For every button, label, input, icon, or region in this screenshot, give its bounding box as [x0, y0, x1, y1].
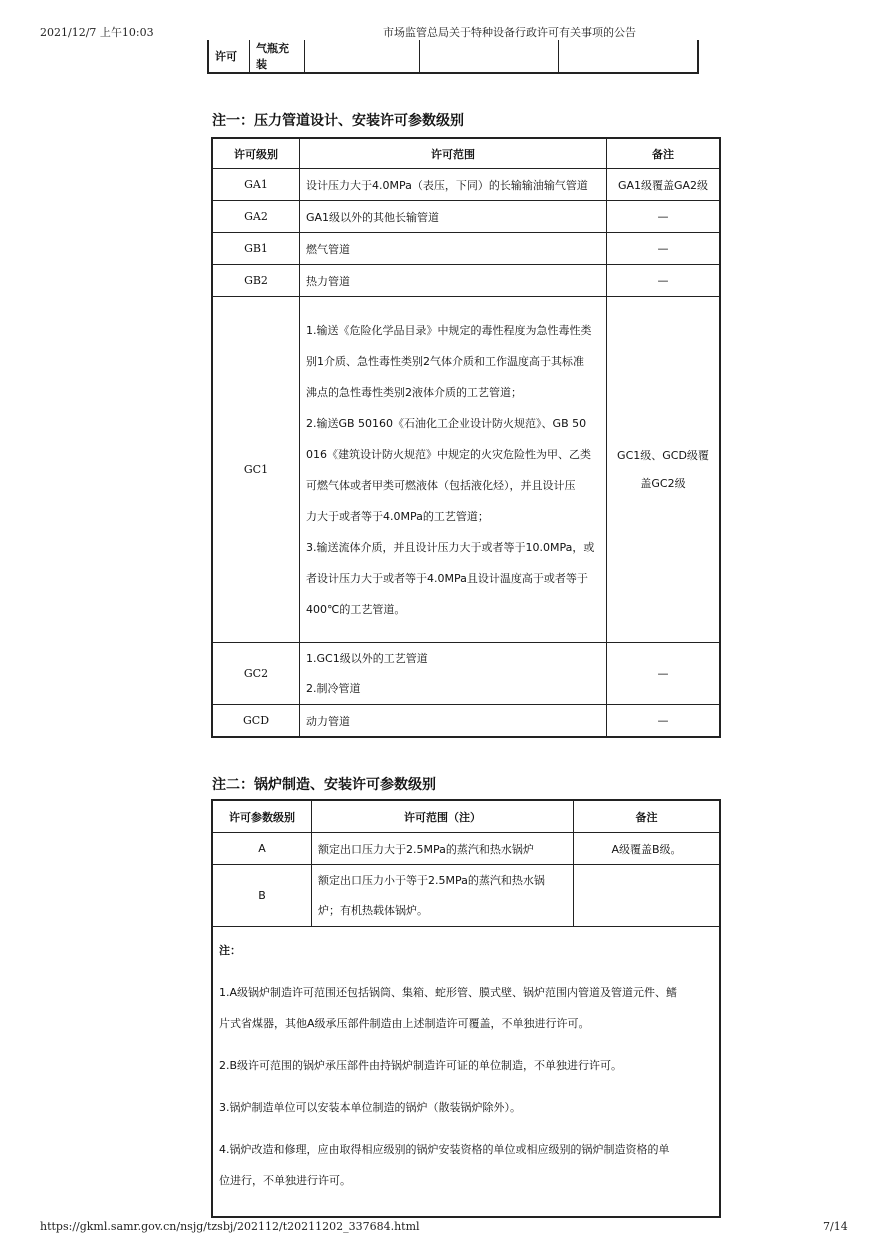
header-scope: 许可范围 — [300, 139, 607, 169]
scope-cell: GA1级以外的其他长输管道 — [300, 201, 607, 233]
table-row — [213, 169, 720, 201]
header-note: 备注 — [574, 801, 720, 833]
level-cell: GB2 — [213, 265, 300, 297]
pressure-piping-table — [212, 138, 720, 737]
table-cell: 许可 — [208, 40, 250, 73]
table-cell — [305, 40, 420, 73]
notes-row — [213, 927, 720, 1217]
note-cell: — — [607, 643, 720, 705]
scope-cell-b — [312, 865, 574, 927]
header-note: 备注 — [607, 139, 720, 169]
scope-line: 1.输送《危险化学品目录》中规定的毒性程度为急性毒性类 — [306, 323, 592, 337]
note-text: 片式省煤器，其他A级承压部件制造由上述制造许可覆盖，不单独进行许可。 — [219, 1017, 590, 1030]
header-level: 许可参数级别 — [213, 801, 312, 833]
scope-line: 者设计压力大于或者等于4.0MPa且设计温度高于或者等于 — [306, 571, 588, 585]
scope-line: 016《建筑设计防火规范》中规定的火灾危险性为甲、乙类 — [306, 447, 591, 461]
note-cell: A级覆盖B级。 — [574, 833, 720, 865]
scope-line: 别1介质、急性毒性类别2气体介质和工作温度高于其标准 — [306, 354, 584, 368]
scope-line: 2.输送GB 50160《石油化工企业设计防火规范》、GB 50 — [306, 416, 587, 430]
scope-line: 可燃气体或者甲类可燃液体（包括液化烃），并且设计压 — [306, 478, 576, 492]
level-cell: GC1 — [213, 297, 300, 643]
level-cell: GC2 — [213, 643, 300, 705]
level-cell: GCD — [213, 705, 300, 737]
level-cell: GA1 — [213, 169, 300, 201]
print-datetime: 2021/12/7 上午10:03 — [40, 26, 154, 39]
note-line: GC1级、GCD级覆 — [617, 448, 709, 462]
top-table-fragment — [207, 40, 699, 74]
table-row — [213, 297, 720, 643]
table-row — [213, 201, 720, 233]
note-cell: — — [607, 233, 720, 265]
boiler-table — [212, 800, 720, 1217]
table-cell — [420, 40, 559, 73]
header-scope: 许可范围（注） — [312, 801, 574, 833]
table-row — [213, 265, 720, 297]
table-row — [208, 40, 698, 73]
scope-cell: 动力管道 — [300, 705, 607, 737]
table-row — [213, 833, 720, 865]
note-cell: GA1级覆盖GA2级 — [607, 169, 720, 201]
table-row — [213, 865, 720, 927]
note-text: 2.B级许可范围的锅炉承压部件由持锅炉制造许可证的单位制造，不单独进行许可。 — [219, 1059, 623, 1072]
level-cell: B — [213, 865, 312, 927]
scope-cell: 热力管道 — [300, 265, 607, 297]
note-cell: — — [607, 705, 720, 737]
note-text: 4.锅炉改造和修理，应由取得相应级别的锅炉安装资格的单位或相应级别的锅炉制造资格的单 — [219, 1143, 670, 1156]
level-cell: GA2 — [213, 201, 300, 233]
scope-line: 400℃的工艺管道。 — [306, 602, 406, 616]
scope-line: 1.GC1级以外的工艺管道 — [306, 651, 428, 665]
note-text: 1.A级锅炉制造许可范围还包括锅筒、集箱、蛇形管、膜式壁、锅炉范围内管道及管道元件、鳍 — [219, 986, 678, 999]
table-row — [213, 705, 720, 737]
level-cell: GB1 — [213, 233, 300, 265]
scope-cell-gc2 — [300, 643, 607, 705]
scope-line: 炉；有机热载体锅炉。 — [318, 903, 428, 917]
table-row — [213, 233, 720, 265]
page-number: 7/14 — [823, 1220, 848, 1233]
table-cell — [559, 40, 699, 73]
scope-line: 力大于或者等于4.0MPa的工艺管道； — [306, 509, 489, 523]
note-line: 盖GC2级 — [640, 476, 686, 490]
table-cell: 气瓶充装 — [250, 40, 305, 73]
scope-cell-gc1 — [300, 297, 607, 643]
note-cell-gc1 — [607, 297, 720, 643]
scope-cell: 燃气管道 — [300, 233, 607, 265]
section-title-pressure-piping: 注一：压力管道设计、安装许可参数级别 — [212, 113, 464, 129]
scope-line: 沸点的急性毒性类别2液体介质的工艺管道； — [306, 385, 522, 399]
note-cell: — — [607, 265, 720, 297]
level-cell: A — [213, 833, 312, 865]
table-row — [213, 643, 720, 705]
scope-cell: 设计压力大于4.0MPa（表压，下同）的长输输油输气管道 — [300, 169, 607, 201]
note-cell — [574, 865, 720, 927]
scope-line: 额定出口压力小于等于2.5MPa的蒸汽和热水锅 — [318, 873, 545, 887]
note-cell: — — [607, 201, 720, 233]
scope-line: 3.输送流体介质，并且设计压力大于或者等于10.0MPa，或 — [306, 540, 595, 554]
scope-line: 2.制冷管道 — [306, 681, 361, 695]
scope-cell: 额定出口压力大于2.5MPa的蒸汽和热水锅炉 — [312, 833, 574, 865]
notes-cell — [213, 927, 720, 1217]
table-header-row — [213, 801, 720, 833]
section-title-boiler: 注二：锅炉制造、安装许可参数级别 — [212, 777, 436, 793]
notes-label: 注： — [219, 944, 241, 957]
note-text: 位进行，不单独进行许可。 — [219, 1174, 351, 1187]
header-level: 许可级别 — [213, 139, 300, 169]
note-text: 3.锅炉制造单位可以安装本单位制造的锅炉（散装锅炉除外）。 — [219, 1101, 521, 1114]
document-title: 市场监管总局关于特种设备行政许可有关事项的公告 — [383, 26, 636, 39]
footer-url: https://gkml.samr.gov.cn/nsjg/tzsbj/202112/t20211202_337684.html — [40, 1220, 420, 1233]
table-header-row — [213, 139, 720, 169]
